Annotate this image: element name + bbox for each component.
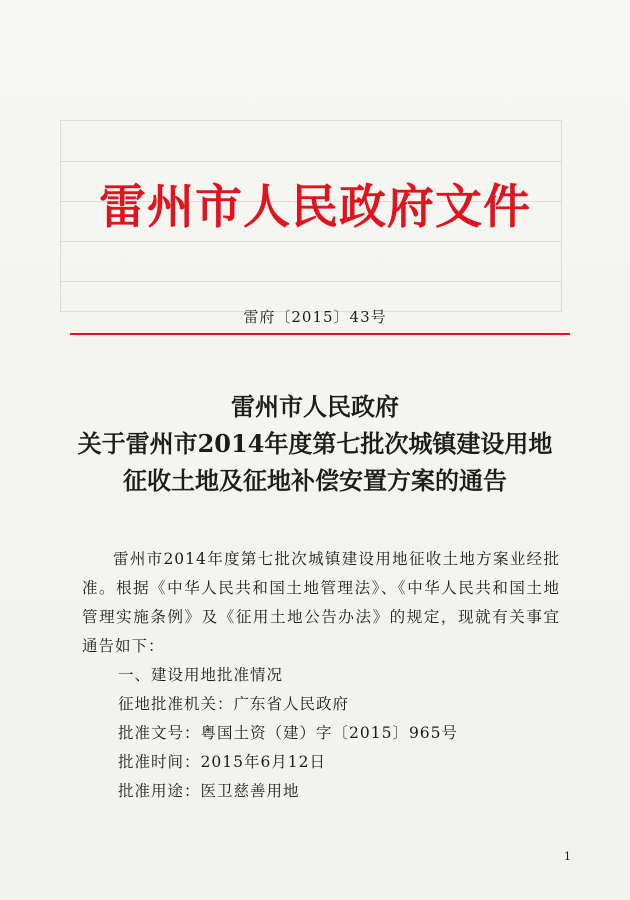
- approval-authority: 征地批准机关：广东省人民政府: [118, 695, 350, 713]
- notice-body: [82, 545, 560, 806]
- approval-document-number: 批准文号：粤国土资（建）字〔2015〕965号: [118, 724, 459, 742]
- approval-date: 批准时间：2015年6月12日: [118, 753, 327, 771]
- notice-title: [0, 388, 630, 499]
- document-header-title: 雷州市人民政府文件: [99, 180, 531, 235]
- notice-title-line-2: 关于雷州市2014年度第七批次城镇建设用地: [77, 429, 553, 458]
- approval-use: 批准用途：医卫慈善用地: [118, 782, 300, 800]
- section-heading: 一、建设用地批准情况: [118, 666, 284, 684]
- notice-title-line-1: 雷州市人民政府: [231, 392, 399, 421]
- intro-paragraph: 雷州市2014年度第七批次城镇建设用地征收土地方案业经批准。根据《中华人民共和国土地管理法》、《中华人民共和国土地管理实施条例》及《征用土地公告办法》的规定，现就有关事宜通告如下：: [82, 550, 560, 655]
- document-number: 雷府〔2015〕43号: [243, 308, 387, 326]
- notice-title-line-3: 征收土地及征地补偿安置方案的通告: [123, 466, 507, 495]
- red-divider-rule: [70, 333, 570, 335]
- page-number: 1: [564, 850, 571, 863]
